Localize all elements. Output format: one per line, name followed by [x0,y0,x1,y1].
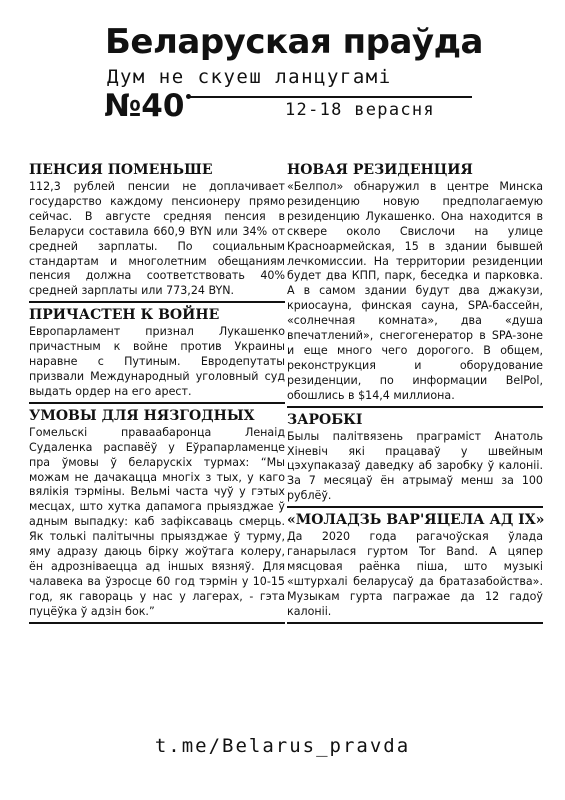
left-column [29,162,285,628]
article-body: «Белпол» обнаружил в центре Минска резиденцию новую предполагаемую резиденцию Лукашенко. Она находится в сквере около Свислочи на улице Красноармейская, 15 в здании бывшей лечкомиссии. На территории резиденции будет два КПП, парк, беседка и парковка. А в самом здании будут два джакузи, криосауна, финская сауна, SPA-бассейн, «солнечная комната», два «душа впечатлений», снегогенератор в SPA-зоне и еще много чего дорогого. В общем, реконструкция и оборудование резиденции, по информации BelPol, обошлись в $14,4 миллиона. [287,180,543,402]
newspaper-title: Беларуская праўда [105,22,484,62]
article-title: НОВАЯ РЕЗИДЕНЦИЯ [287,162,473,178]
article-wages [287,412,543,509]
article-body: Да 2020 года рагачоўская ўлада ганарылася гуртом Tor Band. А цяпер мясцовая раёнка піша, што музыкі «штурхалі беларусаў да братазабойства». Музыкам гурта пагражае да 12 гадоў калоніі. [287,530,543,618]
article-title: ПРИЧАСТЕН К ВОЙНЕ [29,307,220,324]
issue-dates: 12-18 верасня [285,100,435,120]
article-title: ЗАРОБКІ [287,411,363,428]
article-body: Гомельскі праваабаронца Ленаід Судаленка распавёў у Еўрапарламенце пра ўмовы ў беларускіх турмах: “Мы можам не дачакацца многіх з тых, у каго вялікія тэрміны. Вельмі часта чуў у гэтых месцах, што хутка дапамога прыязджае ў адным выпадку: каб зафіксаваць смерць. Як толькі палітычны прыязджае ў турму, яму адразу даюць бірку жоўтага колеру, ён адрозніваецца ад іншых вязняў. Для чалавека ва ўзросце 60 год тэрмін у 10-15 год, як гавораць у нас у лагерах, - гэта пуцёўка ў адзін бок.” [29,425,285,618]
newspaper-motto: Дум не скуеш ланцугамі [107,66,392,88]
header-divider [190,96,472,98]
article-residence [287,162,543,408]
article-war [29,307,285,404]
article-pension [29,162,285,303]
article-title: ПЕНСИЯ ПОМЕНЬШЕ [29,162,213,178]
article-title: «МОЛАДЗЬ ВАР'ЯЦЕЛА АД IX» [287,512,545,529]
article-band [287,512,543,623]
article-body: 112,3 рублей пенсии не доплачивает государство каждому пенсионеру прямо сейчас. В августе средняя пенсия в Беларуси составила 660,9 BYN или 34% от средней зарплаты. По социальным стандартам и многолетним обещаниям пенсия должна соответствовать 40% средней зарплаты или 773,24 BYN. [29,180,285,298]
issue-number: №40 [104,88,185,124]
right-column [287,162,543,628]
article-title: УМОВЫ ДЛЯ НЯЗГОДНЫХ [29,407,255,424]
article-body: Былы палітвязень праграміст Анатоль Хіневіч які працаваў у швейным цэхупаказаў даведку аб заробку ў калоніі. За 7 месяцаў ён атрымаў менш за 100 рублёў. [287,429,543,503]
telegram-link[interactable]: t.me/Belarus_pravda [154,735,411,757]
article-prison-conditions [29,408,285,624]
article-body: Европарламент признал Лукашенко причастным к войне против Украины наравне с Путиным. Евродепутаты призвали Международный уголовный суд выдать ордер на его арест. [29,325,285,398]
